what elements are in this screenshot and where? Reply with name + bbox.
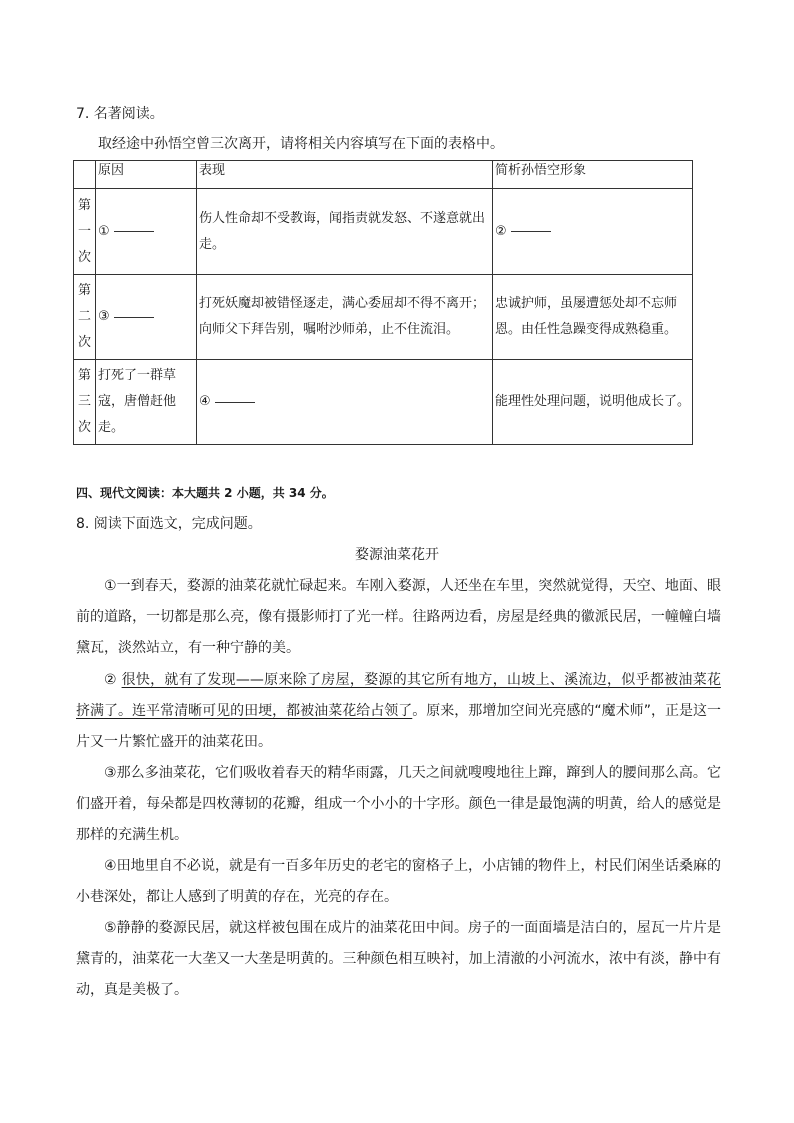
behavior-cell: 伤人性命却不受教诲，闻指责就发怒、不遂意就出走。: [197, 189, 493, 275]
fill-blank-line[interactable]: [215, 401, 255, 403]
analysis-cell: 忠诚护师，虽屡遭惩处却不忘师恩。由任性急躁变得成熟稳重。: [493, 275, 693, 360]
analysis-cell: [493, 189, 693, 275]
fill-blank-line[interactable]: [511, 230, 551, 232]
fill-blank-line[interactable]: [114, 316, 154, 318]
blank-number: ①: [98, 223, 110, 239]
paragraph-4: ④田地里自不必说，就是有一百多年历史的老宅的窗格子上，小店铺的物件上，村民们闲坐话桑麻的小巷深处，都让人感到了明黄的存在，光亮的存在。: [76, 858, 721, 905]
paragraph-1: ①一到春天，婺源的油菜花就忙碌起来。车刚入婺源，人还坐在车里，突然就觉得，天空、地面、眼前的道路，一切都是那么亮，像有摄影师打了光一样。往路两边看，房屋是经典的徽派民居，一幢幢白墙黛瓦，淡然站立，有一种宁静的美。: [76, 578, 721, 656]
table-header-row: [74, 161, 693, 189]
paragraph-5: ⑤静静的婺源民居，就这样被包围在成片的油菜花田中间。房子的一面面墙是洁白的，屋瓦一片片是黛青的，油菜花一大垄又一大垄是明黄的。三种颜色相互映衬，加上清澈的小河流水，浓中有淡，静中有动，真是美极了。: [76, 920, 721, 998]
behavior-cell: [197, 360, 493, 445]
header-cell-reason: 原因: [96, 161, 197, 189]
answer-table: [73, 160, 693, 445]
question-8-title: 8. 阅读下面选文，完成问题。: [76, 516, 262, 532]
table-row: [74, 275, 693, 360]
paragraph-2-number: ②: [104, 672, 122, 688]
header-cell-empty: [74, 161, 96, 189]
table-row: [74, 360, 693, 445]
article-title: 婺源油菜花开: [355, 547, 439, 563]
header-cell-analysis: 简析孙悟空形象: [493, 161, 693, 189]
blank-number: ④: [199, 394, 211, 409]
blank-number: ②: [495, 223, 507, 239]
fill-blank-line[interactable]: [114, 230, 154, 232]
question-7-intro: 取经途中孙悟空曾三次离开，请将相关内容填写在下面的表格中。: [98, 136, 504, 152]
underlined-sentence: 很快，就有了发现——原来除了房屋，婺源的其它所有地方，山坡上、溪流边，似乎都被油菜花挤满了。连平常清晰可见的田埂，都被油菜花给占领了: [76, 672, 721, 719]
question-7-title: 7. 名著阅读。: [76, 106, 164, 122]
section-4-heading: 四、现代文阅读：本大题共 2 小题，共 34 分。: [76, 486, 334, 500]
table-row: [74, 189, 693, 275]
paragraph-3: ③那么多油菜花，它们吸收着春天的精华雨露，几天之间就嗖嗖地往上蹿，蹿到人的腰间那么高。它们盛开着，每朵都是四枚薄韧的花瓣，组成一个小小的十字形。颜色一律是最饱满的明黄，给人的感觉是那样的充满生机。: [76, 765, 721, 843]
paragraph-2: [76, 665, 721, 758]
analysis-cell: 能理性处理问题，说明他成长了。: [493, 360, 693, 445]
reason-cell: [96, 275, 197, 360]
blank-number: ③: [98, 309, 110, 324]
row-label: 第一次: [74, 189, 96, 275]
row-label: 第二次: [74, 275, 96, 360]
reason-cell: [96, 189, 197, 275]
behavior-cell: 打死妖魔却被错怪逐走，满心委屈却不得不离开；向师父下拜告别，嘱咐沙师弟，止不住流泪。: [197, 275, 493, 360]
header-cell-behavior: 表现: [197, 161, 493, 189]
paragraph-2-rest: 。原来，那增加空间光亮感的“魔术师”，正是这一片又一片繁忙盛开的油菜花田。: [76, 703, 722, 750]
reason-cell: 打死了一群草寇，唐僧赶他走。: [96, 360, 197, 445]
row-label: 第三次: [74, 360, 96, 445]
